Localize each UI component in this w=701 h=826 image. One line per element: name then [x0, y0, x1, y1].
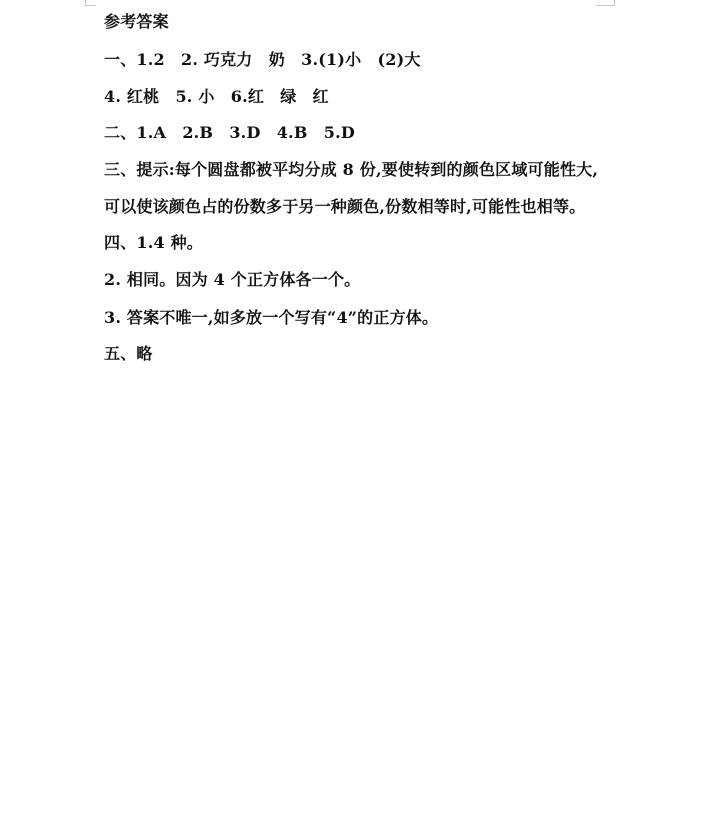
answer-line-6: 四、1.4 种。 [104, 233, 204, 252]
answer-line-7: 2. 相同。因为 4 个正方体各一个。 [104, 270, 361, 289]
crop-mark-top-right [614, 0, 615, 6]
answer-line-5: 可以使该颜色占的份数多于另一种颜色,份数相等时,可能性也相等。 [104, 197, 586, 216]
answer-line-4: 三、提示:每个圆盘都被平均分成 8 份,要使转到的颜色区域可能性大, [104, 160, 599, 179]
answer-line-3: 二、1.A 2.B 3.D 4.B 5.D [104, 123, 355, 142]
answer-line-1: 一、1.2 2. 巧克力 奶 3.(1)小 (2)大 [104, 50, 421, 69]
answer-line-2: 4. 红桃 5. 小 6.红 绿 红 [104, 87, 329, 106]
crop-mark-top-right-horizontal [596, 5, 614, 6]
answer-line-9: 五、略 [104, 344, 153, 363]
crop-mark-top-left-horizontal [86, 5, 96, 6]
document-title: 参考答案 [104, 12, 169, 31]
answer-line-8: 3. 答案不唯一,如多放一个写有“4”的正方体。 [104, 308, 439, 327]
